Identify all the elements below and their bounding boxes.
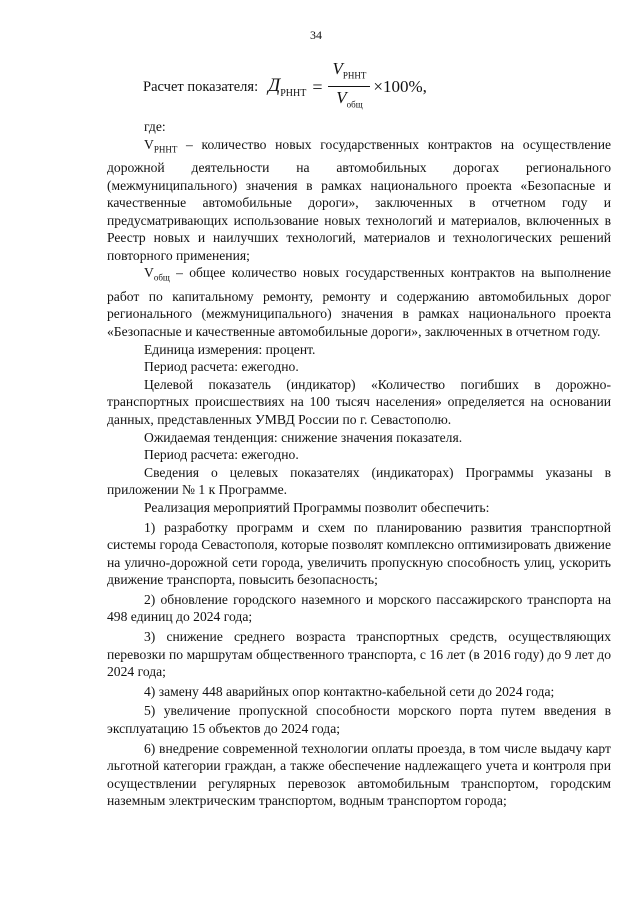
formula-label: Расчет показателя: — [143, 78, 259, 95]
symbol-subscript: РННТ — [153, 144, 178, 155]
formula-denominator — [336, 87, 362, 115]
formula-numerator — [328, 59, 370, 87]
list-item: 2) обновление городского наземного и морского пассажирского транспорта на 498 единиц до 2024 года; — [107, 591, 611, 625]
list-item: 3) снижение среднего возраста транспортных средств, осуществляющих перевозки по маршрутам общественного транспорта, с 16 лет (в 2016 году) до 9 лет до 2024 года; — [107, 629, 611, 680]
formula-lhs-symbol: Д — [268, 75, 281, 97]
paragraph-period: Период расчета: ежегодно. — [144, 359, 299, 375]
numerator-subscript: РННТ — [342, 70, 367, 80]
formula-multiplier: ×100%, — [373, 77, 427, 96]
definition-symbol — [144, 265, 170, 284]
definition-text: – количество новых государственных контрактов на осуществление дорожной деятельности на автомобильных дорогах регионального (межмуниципального) значения в рамках национального проекта «Безопасные и качественные автомобильные дороги», заключенных в отчетном году и предусматривающих использование новых технологий и материалов, включенных в Реестр новых и наилучших технологий, материалов и технологических решений повторного применения; — [107, 136, 611, 263]
paragraph-implementation-intro: Реализация мероприятий Программы позволит обеспечить: — [144, 499, 490, 515]
symbol-letter: V — [144, 136, 154, 152]
symbol-letter: V — [144, 265, 154, 281]
formula-block — [143, 60, 427, 114]
denominator-subscript: общ — [346, 99, 363, 110]
paragraph-appendix-reference: Сведения о целевых показателях (индикаторах) Программы указаны в приложении № 1 к Программе. — [107, 464, 611, 498]
formula-equals: = — [312, 76, 323, 97]
formula-lhs — [268, 75, 306, 99]
paragraph-expected-trend: Ожидаемая тенденция: снижение значения показателя. — [144, 429, 463, 445]
numerator-symbol: V — [332, 58, 343, 78]
symbol-subscript: общ — [153, 273, 170, 284]
list-item: 6) внедрение современной технологии оплаты проезда, в том числе выдачу карт льготной категории граждан, а также обеспечение надлежащего учета и контроля при осуществлении регулярных перевозок автомобильным транспортом, городским наземным электрическим транспортом, водным транспортом города; — [107, 740, 611, 809]
list-item: 4) замену 448 аварийных опор контактно-кабельной сети до 2024 года; — [144, 683, 555, 699]
definition-symbol — [144, 136, 178, 155]
list-item: 1) разработку программ и схем по планированию развития транспортной системы города Севастополя, которые позволят комплексно оптимизировать движение на улично-дорожной сети города, увеличить пропускную способность улиц, ускорить движение транспорта, повысить безопасность; — [107, 519, 611, 588]
formula-fraction — [328, 59, 370, 116]
paragraph-target-indicator: Целевой показатель (индикатор) «Количество погибших в дорожно-транспортных происшествиях на 100 тысяч населения» определяется на основании данных, представленных УМВД России по г. Севастополю. — [107, 376, 611, 427]
definition-text: – общее количество новых государственных контрактов на выполнение работ по капитальному ремонту, ремонту и содержанию автомобильных дорог регионального (межмуниципального) значения в рамках национального проекта «Безопасные и качественные автомобильные дороги», заключенных в отчетном году. — [107, 265, 611, 339]
where-label: где: — [144, 119, 166, 134]
formula-lhs-subscript: РННТ — [280, 87, 307, 99]
list-item: 5) увеличение пропускной способности морского порта путем введения в эксплуатацию 15 объектов до 2024 года; — [107, 703, 611, 737]
paragraph-unit: Единица измерения: процент. — [144, 341, 316, 357]
definition-v-rnnt — [107, 136, 611, 265]
page-number: 34 — [310, 28, 322, 42]
definition-v-obsch — [107, 264, 611, 340]
denominator-symbol: V — [336, 88, 347, 107]
paragraph-period: Период расчета: ежегодно. — [144, 447, 299, 463]
document-body — [107, 118, 611, 810]
